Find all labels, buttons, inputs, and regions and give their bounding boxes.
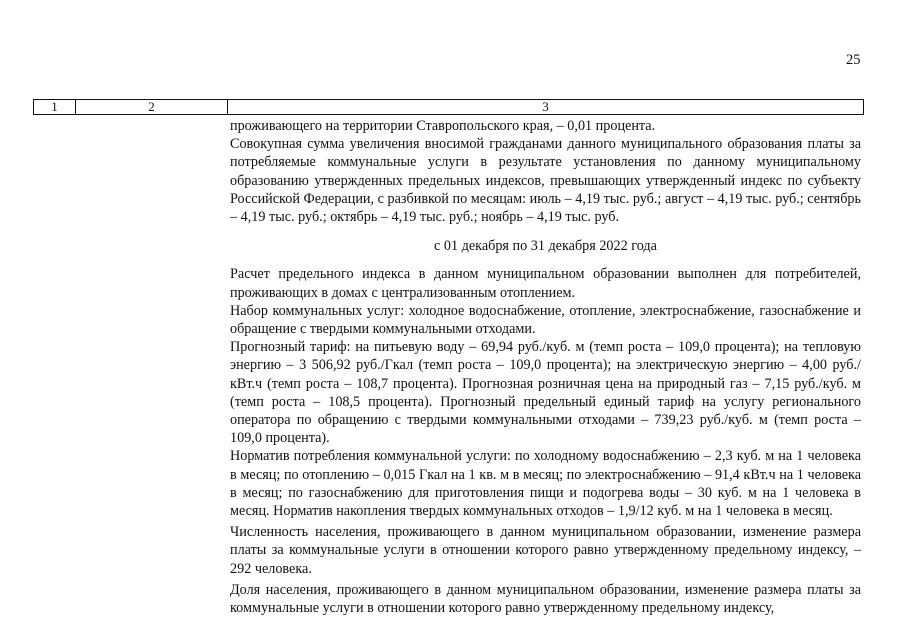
paragraph-population-count: Численность населения, проживающего в данном муниципальном образовании, изменение размера платы за коммунальные услуги в отношении которого равно утвержденному предельному индексу, – 292 человека. bbox=[230, 524, 861, 577]
column-number-3: 3 bbox=[542, 99, 549, 114]
paragraph-population-share-continued: проживающего на территории Ставропольского края, – 0,01 процента. bbox=[230, 118, 656, 134]
body-text bbox=[230, 117, 861, 617]
paragraph-utility-set: Набор коммунальных услуг: холодное водоснабжение, отопление, электроснабжение, газоснабжение и обращение с твердыми коммунальными отходами. bbox=[230, 302, 861, 338]
column-number-2: 2 bbox=[76, 100, 228, 114]
paragraph-calculation-basis: Расчет предельного индекса в данном муниципальном образовании выполнен для потребителей, проживающих в домах с централизованным отоплением. bbox=[230, 266, 861, 301]
column-number-1: 1 bbox=[34, 100, 76, 114]
page-number: 25 bbox=[846, 52, 861, 68]
paragraph-consumption-norm: Норматив потребления коммунальной услуги: по холодному водоснабжению – 2,3 куб. м на 1 человека в месяц; по отоплению – 0,015 Гкал на 1 кв. м в месяц; по электроснабжению – 91,4 кВт.ч на 1 человека в месяц; по газоснабжению для приготовления пищи и подогрева воды – 30 куб. м на 1 человека в месяц. Норматив накопления твердых коммунальных отходов – 1,9/12 куб. м на 1 человека в месяц. bbox=[230, 448, 861, 520]
paragraph-population-share: Доля населения, проживающего в данном муниципальном образовании, изменение размера платы за коммунальные услуги в отношении которого равно утвержденному предельному индексу, bbox=[230, 581, 861, 617]
period-heading: с 01 декабря по 31 декабря 2022 года bbox=[434, 238, 657, 255]
paragraph-forecast-tariff: Прогнозный тариф: на питьевую воду – 69,94 руб./куб. м (темп роста – 109,0 процента); на тепловую энергию – 3 506,92 руб./Гкал (темп роста – 109,0 процента); на электрическую энергию – 4,00 руб./кВт.ч (темп роста – 108,7 процента). Прогнозная розничная цена на природный газ – 7,15 руб./куб. м (темп роста – 108,5 процента). Прогнозный предельный единый тариф на услугу регионального оператора по обращению с твердыми коммунальными отходами – 739,23 руб./куб. м (темп роста – 109,0 процента). bbox=[230, 339, 861, 447]
table-column-header bbox=[33, 99, 864, 115]
paragraph-total-increase: Совокупная сумма увеличения вносимой гражданами данного муниципального образования платы за потребляемые коммунальные услуги в результате установления по данному муниципальному образованию утвержденных предельных индексов, превышающих утвержденный индекс по субъекту Российской Федерации, с разбивкой по месяцам: июль – 4,19 тыс. руб.; август – 4,19 тыс. руб.; сентябрь – 4,19 тыс. руб.; октябрь – 4,19 тыс. руб.; ноябрь – 4,19 тыс. руб. bbox=[230, 136, 861, 226]
